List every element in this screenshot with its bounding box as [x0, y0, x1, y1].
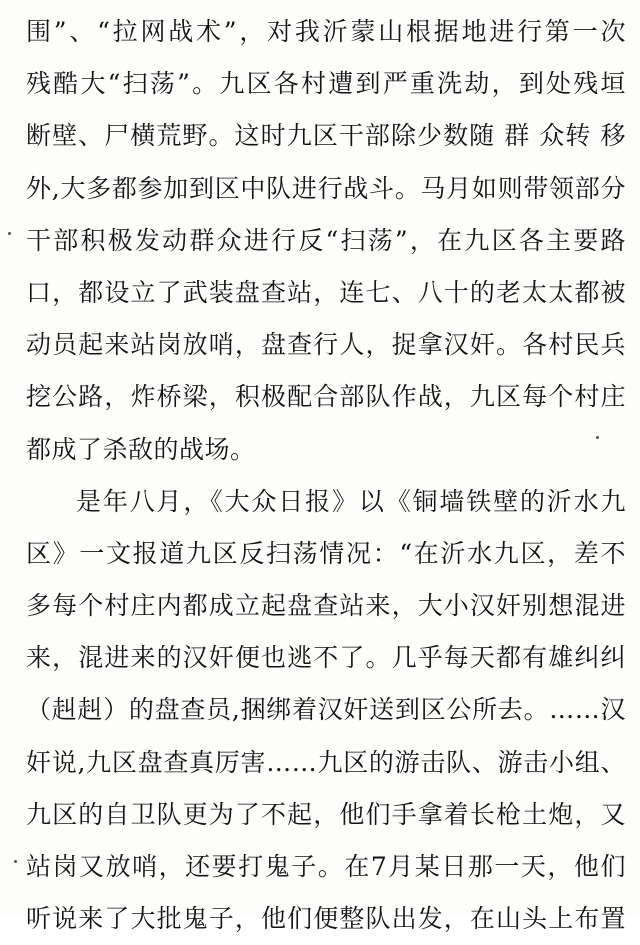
text-line: 残酷大“扫荡”。九区各村遭到严重洗劫，到处残垣: [26, 69, 626, 99]
body-text: [26, 6, 626, 945]
text-line: 站岗又放哨，还要打鬼子。在7月某日那一天，他们: [26, 852, 626, 881]
text-line: 来，混进来的汉奸便也逃不了。几乎每天都有雄纠纠: [26, 643, 626, 673]
text-line: 断壁、尸横荒野。这时九区干部除少数随 群 众转 移: [26, 121, 626, 151]
text-line-indented: 是年八月，《大众日报》以《铜墙铁壁的沂水九: [76, 486, 626, 516]
paragraph-1: [26, 6, 626, 476]
text-line: 挖公路，炸桥梁，积极配合部队作战，九区每个村庄: [26, 382, 626, 412]
text-line: 动员起来站岗放哨，盘查行人，捉拿汉奸。各村民兵: [26, 330, 626, 360]
paragraph-2: [26, 476, 626, 945]
text-line: 围”、“拉网战术”，对我沂蒙山根据地进行第一次: [26, 17, 626, 46]
text-line: 九区的自卫队更为了不起，他们手拿着长枪土炮，又: [26, 799, 626, 829]
scan-speck: [596, 436, 599, 439]
text-line: 听说来了大批鬼子，他们便整队出发，在山头上布置: [26, 904, 626, 934]
scan-speck: [8, 232, 11, 235]
text-line: 区》一文报道九区反扫荡情况：“在沂水九区，差不: [26, 538, 626, 568]
text-line: 奸说,九区盘查真厉害……九区的游击队、游击小组、: [26, 747, 626, 777]
text-line: 外,大多都参加到区中队进行战斗。马月如则带领部分: [26, 173, 626, 203]
text-line: 干部积极发动群众进行反“扫荡”，在九区各主要路: [26, 225, 626, 255]
text-line-last: 都成了杀敌的战场。: [26, 434, 256, 464]
text-line: （赳赳）的盘查员,捆绑着汉奸送到区公所去。……汉: [26, 695, 626, 725]
scan-speck: [14, 860, 17, 863]
text-line: 口，都设立了武装盘查站，连七、八十的老太太都被: [26, 277, 626, 307]
text-line: 多每个村庄内都成立起盘查站来，大小汉奸别想混进: [26, 591, 626, 621]
